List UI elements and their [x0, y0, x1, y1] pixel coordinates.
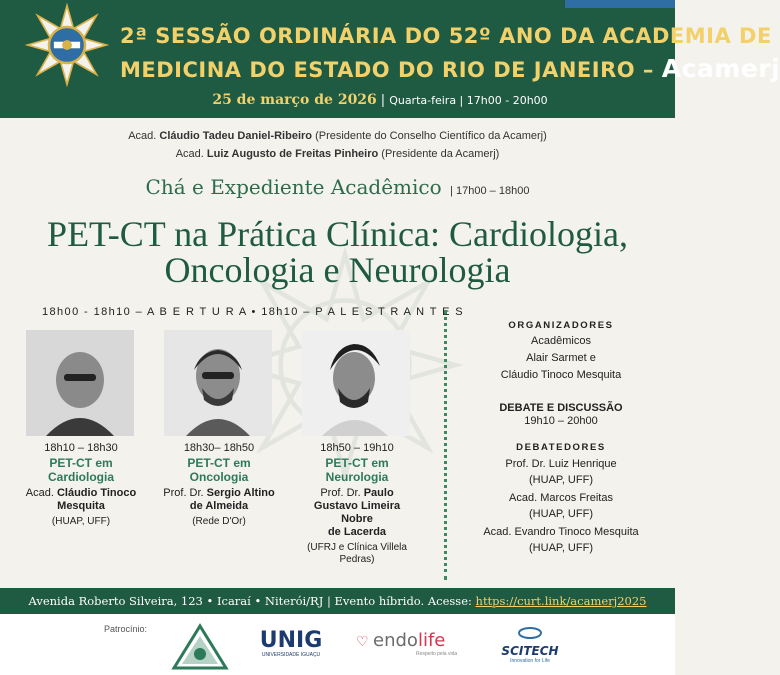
debate-block [456, 402, 666, 428]
heart-icon: ♡ [356, 633, 369, 649]
speaker-3-affiliation [282, 542, 432, 566]
debater-2-name: Acad. Marcos Freitas [509, 492, 613, 504]
brand-name: Acamerj [661, 54, 780, 83]
sponsor-scitech [492, 626, 568, 664]
debater-3-aff: (HUAP, UFF) [529, 542, 593, 554]
main-title-line1: PET-CT na Prática Clínica: Cardiologia, [47, 214, 628, 254]
dotted-divider [444, 310, 447, 580]
speaker-card-1 [6, 442, 156, 528]
sponsor-unig [256, 630, 326, 658]
speaker-3-name-l2: Gustavo Limeira [313, 500, 401, 512]
event-date-rest: Quarta-feira | 17h00 - 20h00 [389, 94, 548, 107]
speaker-3-time: 18h50 – 19h10 [320, 442, 394, 454]
speaker-3-topic [282, 456, 432, 484]
scitech-subtitle: Innovation for Life [510, 658, 550, 664]
speaker-3-name-l3: Nobre [341, 513, 373, 525]
event-date-main: 25 de março de 2026 [212, 92, 377, 108]
sponsors-label: Patrocínio: [104, 624, 148, 634]
speaker-2-name [144, 487, 294, 513]
endolife-text-1: endo [373, 630, 418, 651]
endolife-subtitle: Respeito pela vida [416, 651, 458, 657]
unig-logo-text: UNIG [259, 628, 323, 653]
event-title-line2 [120, 54, 780, 83]
speaker-2-name-l2: de Almeida [189, 500, 249, 512]
speaker-1-prefix: Acad. [25, 487, 54, 499]
debater-3-name: Acad. Evandro Tinoco Mesquita [483, 526, 639, 538]
speaker-card-2 [144, 442, 294, 528]
speaker-2-name-l1: Sergio Altino [206, 487, 275, 499]
speaker-photo-2 [164, 330, 272, 436]
speaker-3-prefix: Prof. Dr. [320, 487, 361, 499]
speaker-3-name [282, 487, 432, 539]
president-1-role: (Presidente do Conselho Científico da Acamerj) [315, 130, 547, 142]
tea-session-time: | 17h00 – 18h00 [450, 185, 530, 197]
speaker-2-affiliation: (Rede D'Or) [192, 516, 246, 527]
endolife-text-2: life [417, 630, 446, 651]
organizers-block [456, 320, 666, 382]
president-1-prefix: Acad. [128, 130, 157, 142]
president-1-name: Cláudio Tadeu Daniel-Ribeiro [159, 130, 312, 142]
speaker-1-topic-l1: PET-CT em [49, 456, 113, 470]
speaker-photo-3 [302, 330, 410, 436]
speaker-1-affiliation: (HUAP, UFF) [51, 516, 111, 527]
speaker-3-topic-l2: Neurologia [325, 470, 389, 484]
debaters-heading: DEBATEDORES [516, 442, 606, 453]
speaker-3-topic-l1: PET-CT em [325, 456, 389, 470]
speaker-2-time: 18h30– 18h50 [183, 442, 255, 454]
header-accent-bar [565, 0, 675, 8]
speaker-card-3 [282, 442, 432, 566]
header-banner [0, 0, 780, 118]
speaker-1-name-l1: Cláudio Tinoco [56, 487, 137, 499]
tea-session [0, 175, 675, 199]
debater-2-aff: (HUAP, UFF) [529, 508, 593, 520]
president-2-prefix: Acad. [175, 148, 204, 160]
speaker-3-name-l4: de Lacerda [327, 526, 387, 538]
event-link[interactable]: https://curt.link/acamerj2025 [475, 594, 647, 608]
speaker-1-topic [6, 456, 156, 484]
main-title-line2: Oncologia e Neurologia [164, 250, 511, 290]
debate-heading: DEBATE E DISCUSSÃO [499, 402, 623, 414]
president-2-name: Luiz Augusto de Freitas Pinheiro [206, 148, 379, 160]
speaker-1-time: 18h10 – 18h30 [44, 442, 118, 454]
scitech-swoosh-icon [518, 627, 542, 639]
president-line-1 [0, 130, 675, 142]
debater-1-name: Prof. Dr. Luiz Henrique [505, 458, 617, 470]
sponsors-bar [0, 614, 675, 675]
organizers-line2: Alair Sarmet e [526, 352, 596, 364]
sponsor-endolife [356, 630, 466, 657]
tea-session-title: Chá e Expediente Acadêmico [145, 175, 442, 199]
debater-1-aff: (HUAP, UFF) [529, 474, 593, 486]
speaker-photo-1 [26, 330, 134, 436]
organizers-heading: ORGANIZADORES [508, 320, 614, 331]
speaker-2-prefix: Prof. Dr. [163, 487, 204, 499]
organizers-line3: Cláudio Tinoco Mesquita [500, 369, 622, 381]
speaker-2-topic [144, 456, 294, 484]
scitech-logo-text: SCITECH [501, 644, 559, 658]
academy-logo [26, 4, 108, 86]
president-2-role: (Presidente da Acamerj) [381, 148, 500, 160]
speaker-1-name-l2: Mesquita [57, 500, 105, 512]
speaker-2-topic-l2: Oncologia [189, 470, 249, 484]
speaker-3-aff-l2: Pedras) [339, 554, 375, 565]
sponsor-logo-triangle [172, 624, 228, 670]
speaker-3-name-l1: Paulo [363, 487, 394, 499]
debaters-block [456, 442, 666, 555]
debate-time: 19h10 – 20h00 [524, 415, 598, 427]
unig-logo-subtitle: UNIVERSIDADE IGUAÇU [261, 652, 321, 658]
event-date: 25 de março de 2026 | Quarta-feira | 17h00 - 20h00 [212, 92, 548, 108]
event-title-line1: 2ª SESSÃO ORDINÁRIA DO 52º ANO DA ACADEMIA DE [120, 24, 772, 48]
event-title-line2-text: MEDICINA DO ESTADO DO RIO DE JANEIRO – [120, 58, 654, 82]
footer-bar [0, 588, 675, 614]
speaker-2-topic-l1: PET-CT em [187, 456, 251, 470]
president-line-2 [0, 148, 675, 160]
organizers-line1: Acadêmicos [531, 335, 591, 347]
schedule-line: 18h00 - 18h10 – A B E R T U R A • 18h10 – P A L E S T R A N T E S [42, 306, 465, 318]
footer-address: Avenida Roberto Silveira, 123 • Icaraí • Niterói/RJ | Evento híbrido. Acesse: [28, 594, 472, 608]
speaker-1-name [6, 487, 156, 513]
speaker-1-topic-l2: Cardiologia [47, 470, 114, 484]
speaker-3-aff-l1: (UFRJ e Clínica Villela [307, 542, 407, 553]
